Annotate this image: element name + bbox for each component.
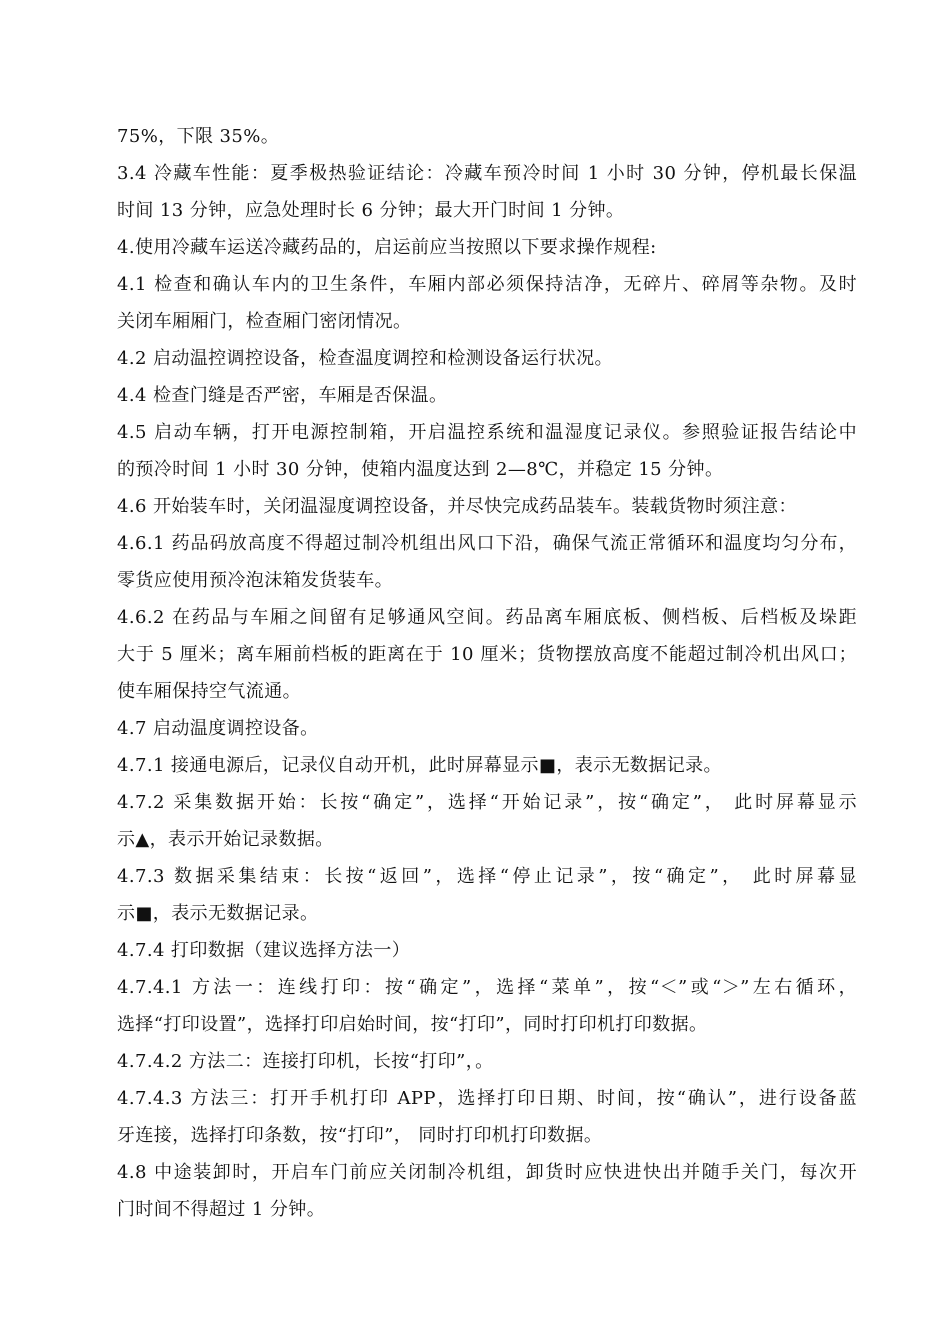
text-line-4: 4.使用冷藏车运送冷藏药品的，启运前应当按照以下要求操作规程: <box>117 237 657 258</box>
text-line-11: 4.6 开始装车时，关闭温湿度调控设备，并尽快完成药品装车。装载货物时须注意： <box>117 496 797 517</box>
text-line-17: 4.7 启动温度调控设备。 <box>117 718 319 739</box>
text-line-22: 示■，表示无数据记录。 <box>117 903 319 924</box>
text-line-16: 使车厢保持空气流通。 <box>117 681 301 702</box>
text-line-6: 关闭车厢厢门，检查厢门密闭情况。 <box>117 311 412 332</box>
text-line-26: 4.7.4.2 方法二：连接打印机，长按“打印”，。 <box>117 1051 494 1072</box>
text-line-12: 4.6.1 药品码放高度不得超过制冷机组出风口下沿，确保气流正常循环和温度均匀分布， <box>117 533 857 554</box>
text-line-20: 示▲，表示开始记录数据。 <box>117 829 334 850</box>
text-line-27: 4.7.4.3 方法三：打开手机打印 APP，选择打印日期、时间，按“确认”，进行设备蓝 <box>117 1088 857 1109</box>
text-line-9: 4.5 启动车辆，打开电源控制箱，开启温控系统和温湿度记录仪。参照验证报告结论中 <box>117 422 857 443</box>
text-line-10: 的预冷时间 1 小时 30 分钟，使箱内温度达到 2—8℃，并稳定 15 分钟。 <box>117 459 724 480</box>
text-line-3: 时间 13 分钟，应急处理时长 6 分钟；最大开门时间 1 分钟。 <box>117 200 625 221</box>
text-line-18: 4.7.1 接通电源后，记录仪自动开机，此时屏幕显示■，表示无数据记录。 <box>117 755 722 776</box>
text-line-15: 大于 5 厘米；离车厢前档板的距离在于 10 厘米；货物摆放高度不能超过制冷机出风口； <box>117 644 857 665</box>
text-line-30: 门时间不得超过 1 分钟。 <box>117 1199 326 1220</box>
text-line-28: 牙连接，选择打印条数，按“打印”， 同时打印机打印数据。 <box>117 1125 603 1146</box>
text-line-29: 4.8 中途装卸时，开启车门前应关闭制冷机组，卸货时应快进快出并随手关门，每次开 <box>117 1162 857 1183</box>
text-line-8: 4.4 检查门缝是否严密，车厢是否保温。 <box>117 385 448 406</box>
text-line-14: 4.6.2 在药品与车厢之间留有足够通风空间。药品离车厢底板、侧档板、后档板及垛距 <box>117 607 857 628</box>
text-line-1: 75%，下限 35%。 <box>117 126 280 147</box>
text-line-13: 零货应使用预冷泡沫箱发货装车。 <box>117 570 393 591</box>
text-line-5: 4.1 检查和确认车内的卫生条件，车厢内部必须保持洁净，无碎片、碎屑等杂物。及时 <box>117 274 857 295</box>
text-line-23: 4.7.4 打印数据（建议选择方法一） <box>117 940 411 961</box>
text-line-21: 4.7.3 数据采集结束：长按“返回”，选择“停止记录”，按“确定”， 此时屏幕显 <box>117 866 857 887</box>
text-line-24: 4.7.4.1 方法一：连线打印：按“确定”，选择“菜单”，按“＜”或“＞”左右循环， <box>117 977 857 998</box>
text-line-25: 选择“打印设置”，选择打印启始时间，按“打印”，同时打印机打印数据。 <box>117 1014 708 1035</box>
text-line-19: 4.7.2 采集数据开始：长按“确定”，选择“开始记录”，按“确定”， 此时屏幕显示 <box>117 792 857 813</box>
text-line-2: 3.4 冷藏车性能：夏季极热验证结论：冷藏车预冷时间 1 小时 30 分钟，停机最长保温 <box>117 163 857 184</box>
text-line-7: 4.2 启动温控调控设备，检查温度调控和检测设备运行状况。 <box>117 348 613 369</box>
